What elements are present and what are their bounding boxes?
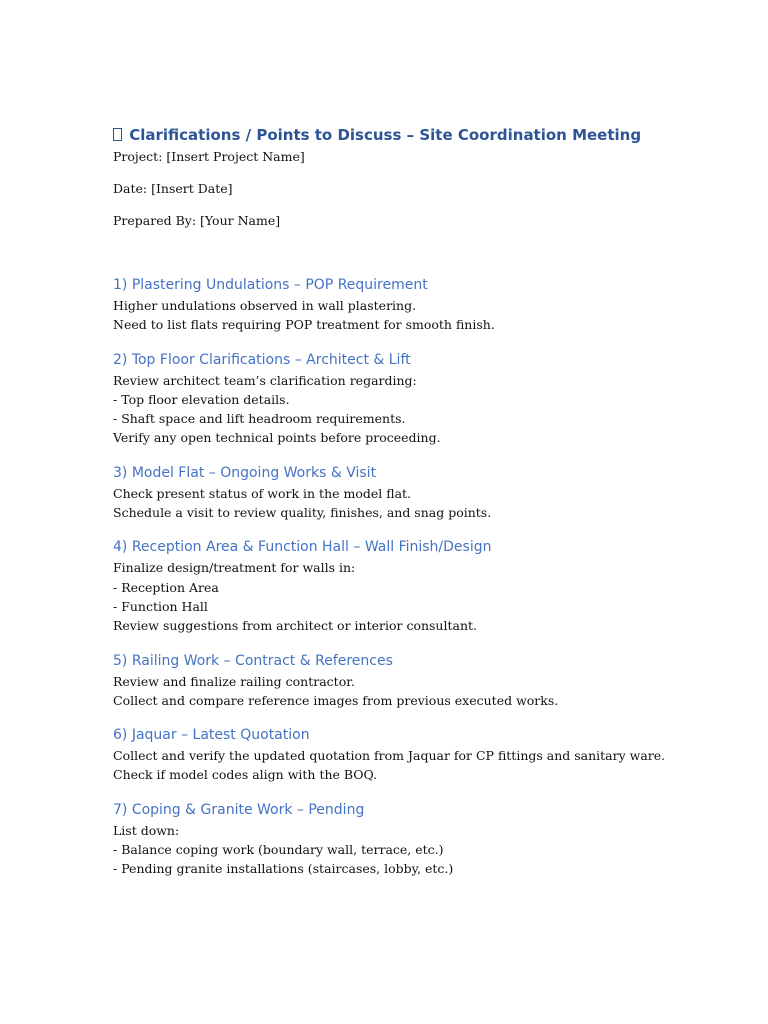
body-line: Check present status of work in the model flat. xyxy=(113,485,412,501)
date-line: Date: [Insert Date] xyxy=(113,181,233,196)
section xyxy=(113,799,713,879)
section-body xyxy=(113,296,713,335)
section-body xyxy=(113,371,713,448)
section-heading: 6) Jaquar – Latest Quotation xyxy=(113,727,310,744)
body-line: Check if model codes align with the BOQ. xyxy=(113,767,378,783)
body-line: Review suggestions from architect or interior consultant. xyxy=(113,618,478,634)
document-title-text: Clarifications / Points to Discuss – Site Coordination Meeting xyxy=(129,126,642,144)
section-heading: 4) Reception Area & Function Hall – Wall Finish/Design xyxy=(113,539,492,556)
section-heading: 3) Model Flat – Ongoing Works & Visit xyxy=(113,464,377,481)
section xyxy=(113,724,713,785)
body-line: Collect and compare reference images from previous executed works. xyxy=(113,692,559,708)
section-body xyxy=(113,484,713,523)
section xyxy=(113,536,713,635)
section-heading: 7) Coping & Granite Work – Pending xyxy=(113,801,365,818)
body-line: Review and finalize railing contractor. xyxy=(113,673,355,689)
body-line: List down: xyxy=(113,822,180,838)
section-body xyxy=(113,672,713,711)
document-page xyxy=(113,124,713,893)
body-line: Finalize design/treatment for walls in: xyxy=(113,560,356,576)
body-line: - Pending granite installations (staircases, lobby, etc.) xyxy=(113,861,454,877)
section-body xyxy=(113,746,713,785)
body-line: - Function Hall xyxy=(113,598,208,614)
body-line: Schedule a visit to review quality, finishes, and snag points. xyxy=(113,505,492,521)
sections-list xyxy=(113,274,713,879)
body-line: - Balance coping work (boundary wall, terrace, etc.) xyxy=(113,842,444,858)
section xyxy=(113,462,713,523)
section-heading: 1) Plastering Undulations – POP Requirement xyxy=(113,277,428,293)
prepared-by-line: Prepared By: [Your Name] xyxy=(113,213,281,228)
section-body xyxy=(113,821,713,879)
section-body xyxy=(113,558,713,635)
section-heading: 2) Top Floor Clarifications – Architect & Lift xyxy=(113,351,411,368)
spacer xyxy=(113,230,713,274)
missing-glyph-icon xyxy=(113,128,122,141)
body-line: - Top floor elevation details. xyxy=(113,391,290,407)
section xyxy=(113,650,713,711)
section xyxy=(113,274,713,335)
body-line: Verify any open technical points before proceeding. xyxy=(113,430,441,446)
body-line: Review architect team’s clarification regarding: xyxy=(113,372,417,388)
section xyxy=(113,349,713,448)
body-line: - Reception Area xyxy=(113,579,219,595)
body-line: Need to list flats requiring POP treatment for smooth finish. xyxy=(113,317,495,333)
section-heading: 5) Railing Work – Contract & References xyxy=(113,652,393,669)
document-title xyxy=(113,124,713,146)
body-line: Higher undulations observed in wall plastering. xyxy=(113,298,417,313)
body-line: - Shaft space and lift headroom requirements. xyxy=(113,411,406,427)
project-line: Project: [Insert Project Name] xyxy=(113,149,305,164)
body-line: Collect and verify the updated quotation from Jaquar for CP fittings and sanitary ware. xyxy=(113,748,666,764)
